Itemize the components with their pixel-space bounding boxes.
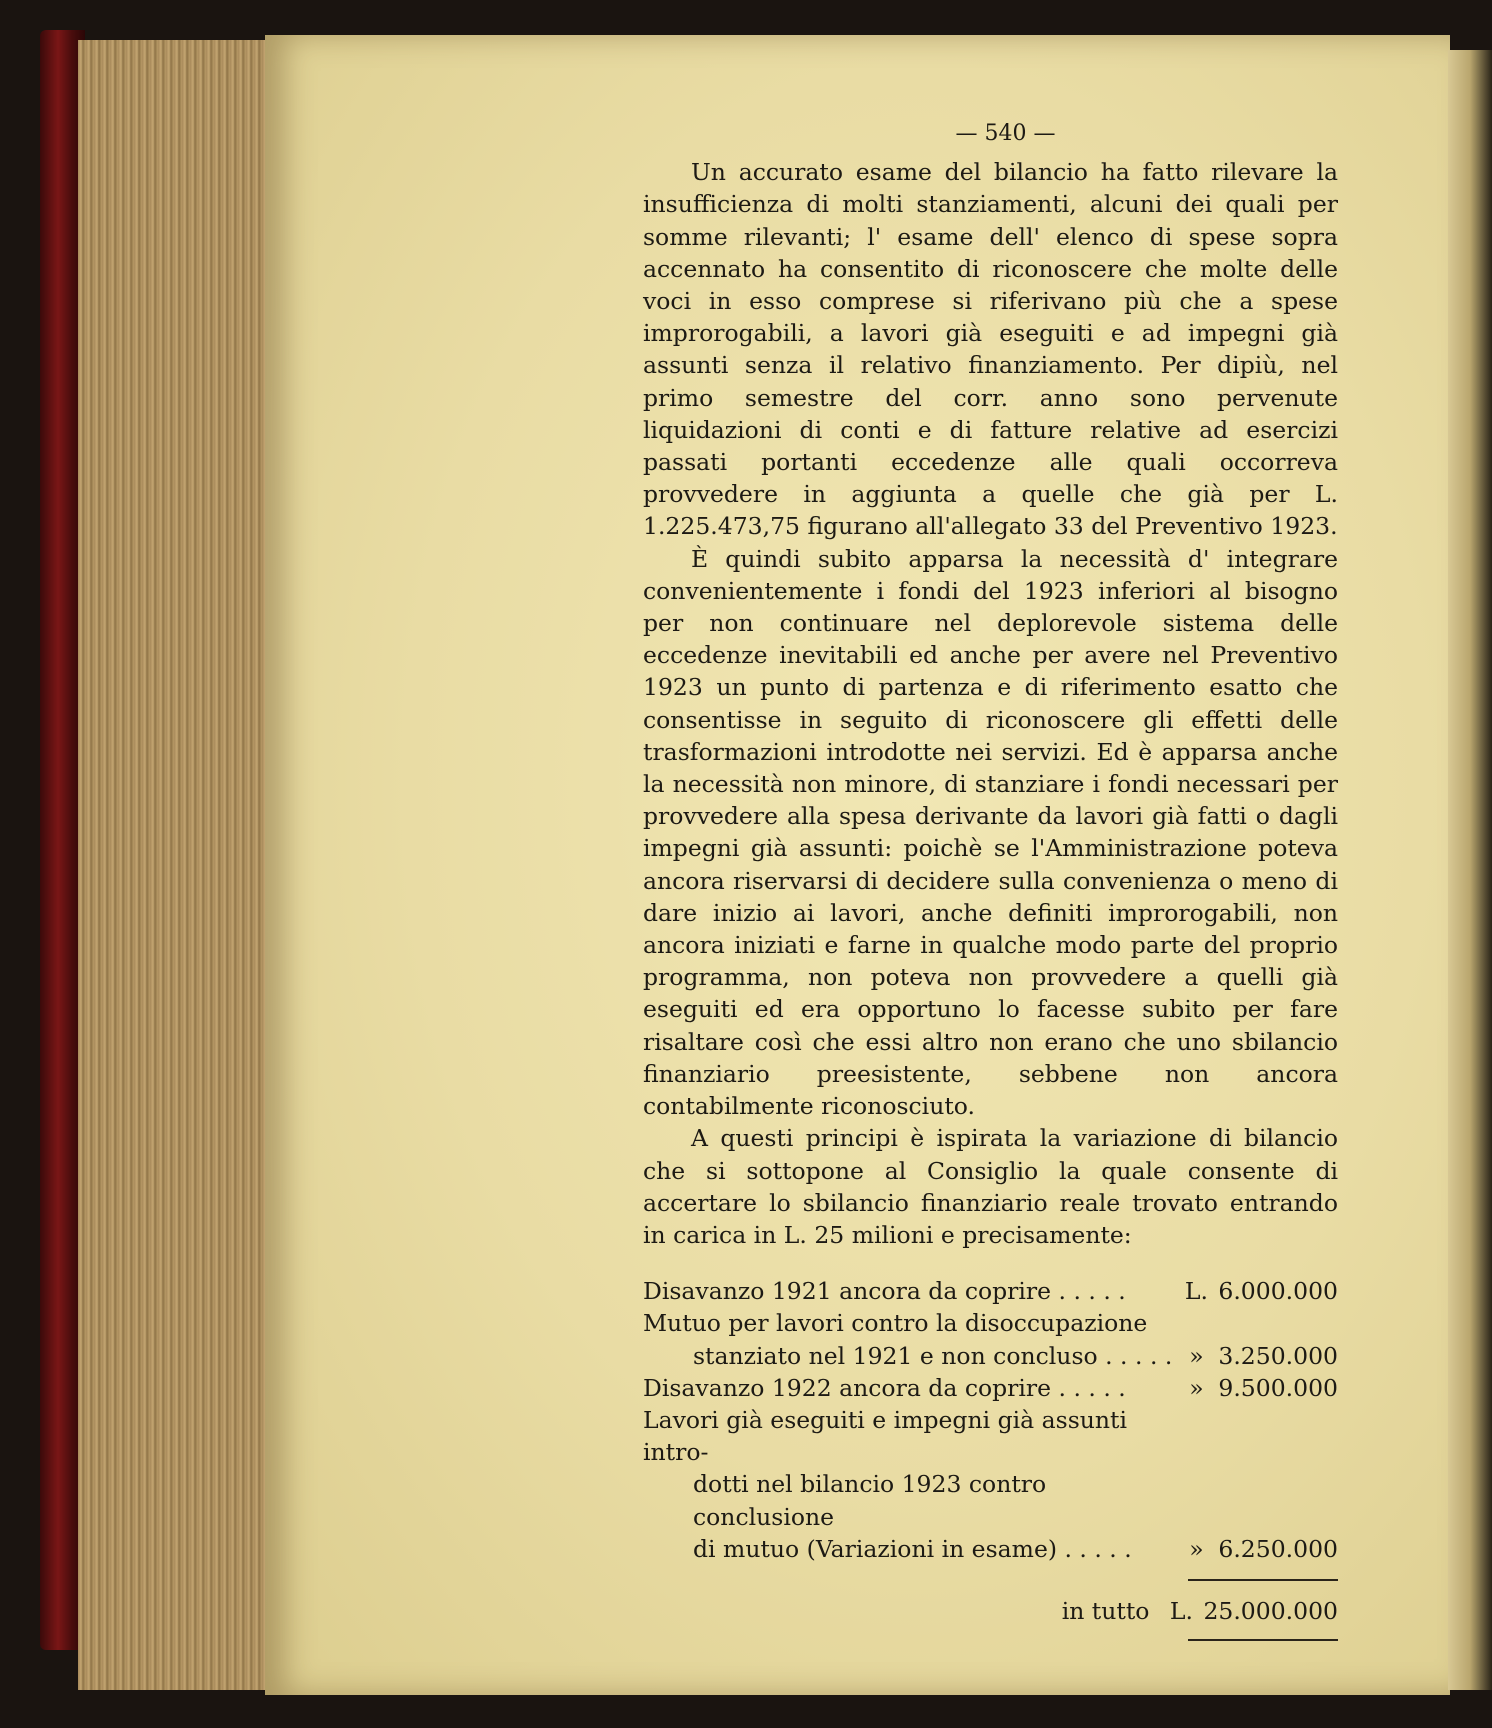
paragraph-3: A questi principi è ispirata la variazione di bilancio che si sottopone al Consiglio la quale consente di accertare lo sbilancio finanziario reale trovato entrando in carica in L. 25 milioni e precisamente: bbox=[643, 1124, 1338, 1249]
total-rule bbox=[1188, 1639, 1338, 1641]
table-row bbox=[643, 1372, 1338, 1404]
page-number: — 540 — bbox=[955, 121, 1056, 146]
deficit-table bbox=[643, 1275, 1338, 1565]
item-currency: » bbox=[1189, 1534, 1204, 1563]
item-description: Disavanzo 1922 ancora da coprire . . . . . bbox=[643, 1373, 1126, 1402]
table-row bbox=[643, 1275, 1338, 1307]
item-amount: 9.500.000 bbox=[1218, 1373, 1338, 1402]
item-description-cont: di mutuo (Variazioni in esame) . . . . . bbox=[693, 1534, 1132, 1563]
item-description: Disavanzo 1921 ancora da coprire . . . . . bbox=[643, 1277, 1126, 1306]
paragraph-1: Un accurato esame del bilancio ha fatto rilevare la insufficienza di molti stanziamenti, alcuni dei quali per somme rilevanti; l' esame dell' elenco di spese sopra accennato ha consentito di riconoscere che molte delle voci in esso comprese si riferivano più che a spese improrogabili, a lavori già eseguiti e ad impegni già assunti senza il relativo finanziamento. Per dipiù, nel primo semestre del corr. anno sono pervenute liquidazioni di conti e di fatture relative ad esercizi passati portanti eccedenze alle quali occorreva provvedere in aggiunta a quelle che già per L. 1.225.473,75 figurano all'allegato 33 del Preventivo 1923. bbox=[643, 158, 1338, 541]
table-row bbox=[643, 1340, 1338, 1372]
item-currency: L. bbox=[1184, 1277, 1208, 1306]
table-row bbox=[643, 1404, 1338, 1468]
page-edges bbox=[78, 40, 278, 1690]
right-page-edge bbox=[1448, 50, 1492, 1690]
item-amount: 6.000.000 bbox=[1218, 1277, 1338, 1306]
page-content bbox=[643, 118, 1338, 1641]
total-currency: L. bbox=[1169, 1596, 1193, 1625]
total-label: in tutto bbox=[1061, 1596, 1150, 1625]
item-description-cont: stanziato nel 1921 e non concluso . . . . . bbox=[693, 1341, 1173, 1370]
item-amount: 3.250.000 bbox=[1218, 1341, 1338, 1370]
total-table bbox=[643, 1595, 1338, 1627]
item-description: Lavori già eseguiti e impegni già assunti intro- bbox=[643, 1405, 1127, 1467]
item-amount: 6.250.000 bbox=[1218, 1534, 1338, 1563]
table-row bbox=[643, 1533, 1338, 1565]
item-currency: » bbox=[1189, 1373, 1204, 1402]
paragraph-2: È quindi subito apparsa la necessità d' integrare convenientemente i fondi del 1923 inferiori al bisogno per non continuare nel deplorevole sistema delle eccedenze inevitabili ed anche per avere nel Preventivo 1923 un punto di partenza e di riferimento esatto che consentisse in seguito di riconoscere gli effetti delle trasformazioni introdotte nei servizi. Ed è apparsa anche la necessità non minore, di stanziare i fondi necessari per provvedere alla spesa derivante da lavori già fatti o dagli impegni già assunti: poichè se l'Amministrazione poteva ancora riservarsi di decidere sulla convenienza o meno di dare inizio ai lavori, anche definiti improrogabili, non ancora iniziati e farne in qualche modo parte del proprio programma, non poteva non provvedere a quelli già eseguiti ed era opportuno lo facesse subito per fare risaltare così che essi altro non erano che uno sbilancio finanziario preesistente, sebbene non ancora contabilmente riconosciuto. bbox=[643, 544, 1338, 1121]
total-row bbox=[643, 1595, 1338, 1627]
item-description-cont: dotti nel bilancio 1923 contro conclusione bbox=[693, 1470, 1047, 1531]
item-currency: » bbox=[1189, 1341, 1204, 1370]
sum-rule bbox=[1188, 1579, 1338, 1581]
item-description: Mutuo per lavori contro la disoccupazione bbox=[643, 1309, 1148, 1338]
table-row bbox=[643, 1307, 1338, 1339]
table-row bbox=[643, 1468, 1338, 1532]
total-amount: 25.000.000 bbox=[1203, 1596, 1338, 1625]
